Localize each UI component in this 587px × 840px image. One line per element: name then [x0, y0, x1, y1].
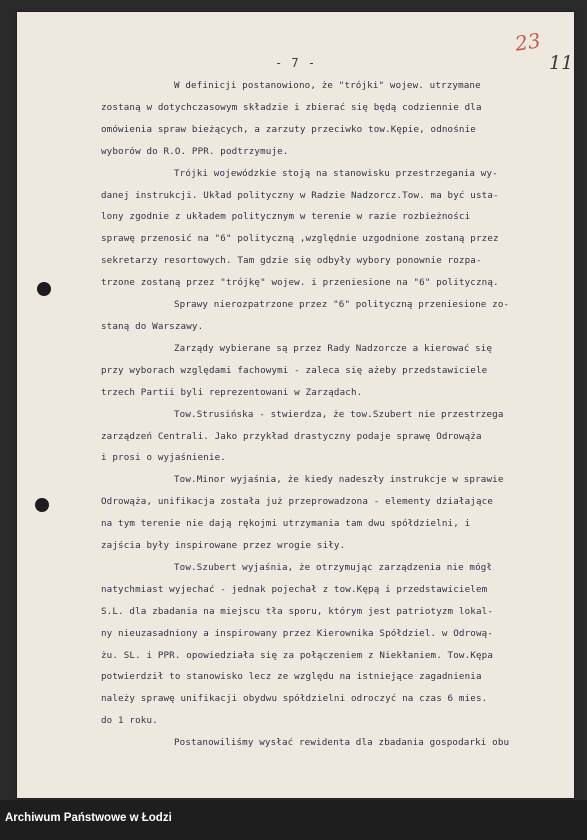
text-line: wyborów do R.O. PPR. podtrzymuje. [101, 145, 289, 157]
text-line: Sprawy nierozpatrzone przez "6" polityczną przeniesione zo- [174, 299, 510, 311]
text-line: sprawę przenosić na "6" polityczną ,względnie uzgodnione zostaną przez [101, 233, 499, 245]
text-line: do 1 roku. [101, 715, 158, 727]
text-line: staną do Warszawy. [101, 320, 204, 332]
text-line: zajścia były inspirowane przez wrogie siły. [101, 540, 346, 552]
text-line: Postanowiliśmy wysłać rewidenta dla zbadania gospodarki obu [174, 737, 510, 749]
text-line: trzech Partii byli reprezentowani w Zarządach. [101, 386, 363, 398]
text-line: należy sprawę unifikacji obydwu spółdzielni odroczyć na czas 6 mies. [101, 693, 488, 705]
text-line: Zarządy wybierane są przez Rady Nadzorcze a kierować się [174, 342, 493, 354]
text-line: Tow.Strusińska - stwierdza, że tow.Szubert nie przestrzega [174, 408, 504, 420]
archive-footer-bar [0, 800, 587, 840]
text-line: Trójki wojewódzkie stoją na stanowisku przestrzegania wy- [174, 167, 498, 179]
archive-name: Archiwum Państwowe w Łodzi [5, 812, 172, 824]
text-line: lony zgodnie z układem politycznym w terenie w razie rozbieżności [101, 211, 471, 223]
document-sheet [17, 12, 574, 798]
text-line: na tym terenie nie dają rękojmi utrzymania tam dwu spółdzielni, i [101, 518, 471, 530]
text-line: natychmiast wyjechać - jednak pojechał z tow.Kępą i przedstawicielem [101, 583, 488, 595]
text-line: W definicji postanowiono, że "trójki" wojew. utrzymane [174, 80, 481, 91]
text-line: trzone zostaną przez "trójkę" wojew. i przeniesione na "6" polityczną. [101, 277, 499, 289]
punch-hole [37, 282, 51, 296]
text-line: przy wyborach względami fachowymi - zaleca się ażeby przedstawiciele [101, 364, 488, 376]
text-line: Tow.Minor wyjaśnia, że kiedy nadeszły instrukcje w sprawie [174, 474, 504, 486]
punch-hole [35, 498, 49, 512]
text-line: danej instrukcji. Układ polityczny w Radzie Nadzorcz.Tow. ma być usta- [101, 189, 499, 201]
text-line: omówienia spraw bieżących, a zarzuty przeciwko tow.Kępie, odnośnie [101, 123, 476, 135]
page-number: - 7 - [274, 56, 317, 70]
text-line: zostaną w dotychczasowym składzie i zbierać się będą codziennie dla [101, 101, 482, 113]
text-line: żu. SL. i PPR. opowiedziała się za połączeniem z Niekłaniem. Tow.Kępa [101, 649, 494, 661]
handwritten-folio-number: 11 [549, 52, 574, 74]
text-line: S.L. dla zbadania na miejscu tła sporu, którym jest patriotyzm lokal- [101, 605, 494, 617]
text-line: Odrowąża, unifikacja została już przeprowadzona - elementy działające [101, 496, 494, 508]
text-line: sekretarzy resortowych. Tam gdzie się odbyły wybory ponownie rozpa- [101, 255, 482, 267]
text-line: Tow.Szubert wyjaśnia, że otrzymując zarządzenia nie mógł [174, 561, 493, 573]
text-line: potwierdził to stanowisko lecz ze względu na istniejące zagadnienia [101, 671, 482, 683]
handwritten-archive-number: 23 [513, 28, 542, 56]
typed-text-body [101, 75, 579, 754]
text-line: i prosi o wyjaśnienie. [101, 452, 226, 464]
text-line: ny nieuzasadniony a inspirowany przez Kierownika Spółdziel. w Odrową- [101, 627, 494, 639]
text-line: zarządzeń Centrali. Jako przykład drastyczny podaje sprawę Odrowąża [101, 430, 482, 442]
